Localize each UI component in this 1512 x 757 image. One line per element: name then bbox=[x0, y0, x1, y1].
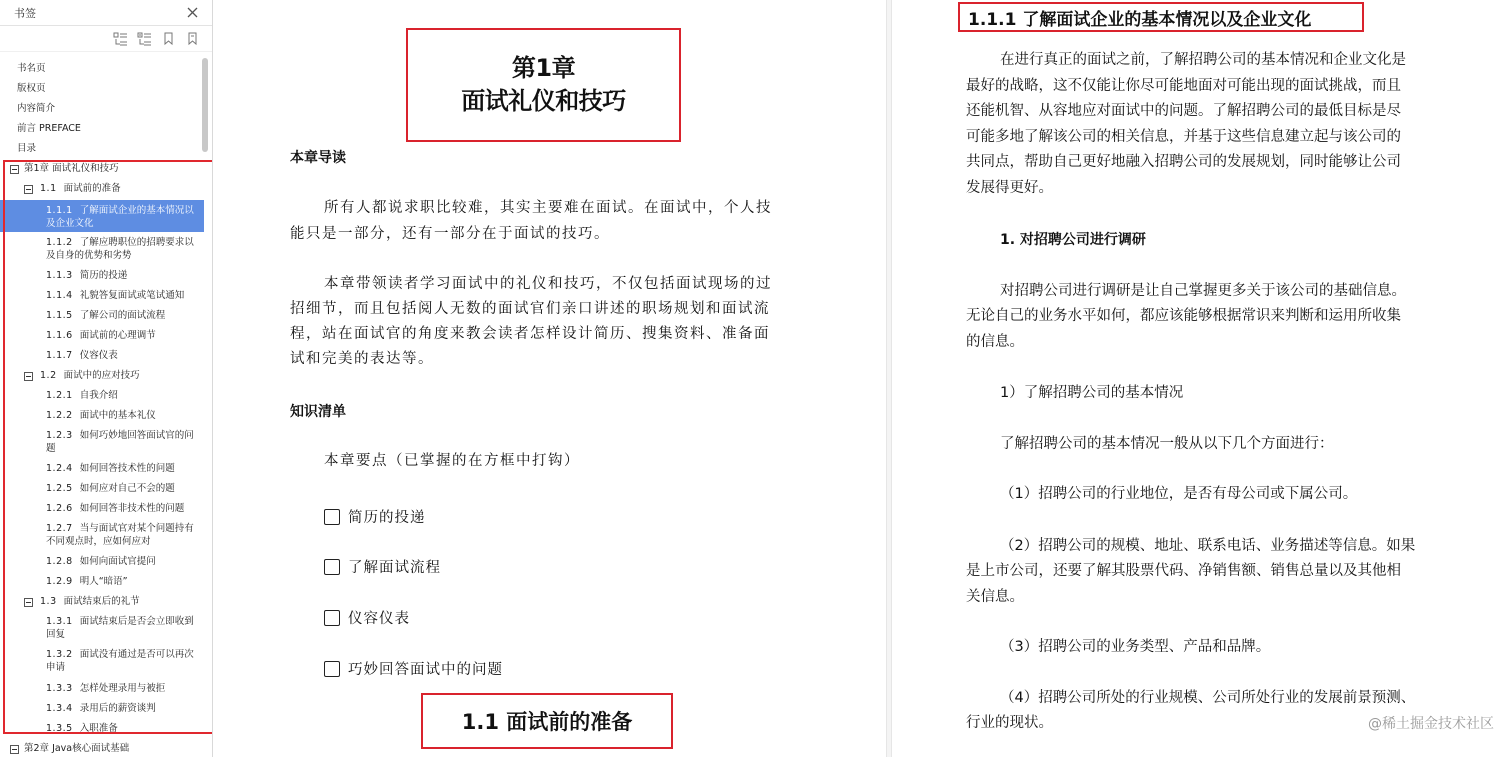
bookmark-item[interactable] bbox=[0, 349, 204, 362]
bookmark-item-1-2[interactable] bbox=[0, 369, 204, 382]
bookmark-item-1-3[interactable] bbox=[0, 595, 204, 608]
body-line: 了解招聘公司的基本情况一般从以下几个方面进行： bbox=[1000, 436, 1334, 452]
bookmark-item[interactable] bbox=[0, 122, 204, 135]
bookmark-item[interactable] bbox=[0, 409, 204, 422]
bookmark-item[interactable] bbox=[0, 329, 204, 342]
bookmark-item[interactable] bbox=[0, 502, 204, 515]
bookmark-label: 当与面试官对某个问题持有不同观点时，应如何应对 bbox=[46, 523, 194, 547]
guide-text: 程，站在面试官的角度来教会读者怎样设计简历、搜集资料、准备面 bbox=[290, 326, 770, 342]
list-item: （2）招聘公司的规模、地址、联系电话、业务描述等信息。如果 bbox=[1000, 538, 1416, 554]
bookmark-number: 1.2.8 bbox=[46, 556, 73, 567]
bookmark-item[interactable] bbox=[0, 289, 204, 302]
checklist-label: 巧妙回答面试中的问题 bbox=[348, 662, 503, 678]
bookmark-label: 仪容仪表 bbox=[79, 350, 118, 361]
bookmark-label: 礼貌答复面试或笔试通知 bbox=[79, 290, 185, 301]
list-item: （1）招聘公司的行业地位，是否有母公司或下属公司。 bbox=[1000, 486, 1358, 502]
body-line: 发展得更好。 bbox=[966, 180, 1053, 196]
bookmark-item[interactable] bbox=[0, 102, 204, 115]
bookmark-item-chapter1[interactable] bbox=[0, 162, 204, 175]
chapter-title: 面试礼仪和技巧 bbox=[461, 87, 626, 115]
checklist-label: 了解面试流程 bbox=[348, 560, 441, 576]
body-line: 的信息。 bbox=[966, 334, 1024, 350]
guide-text: 能只是一部分，还有一部分在于面试的技巧。 bbox=[290, 226, 610, 242]
bookmark-item[interactable] bbox=[0, 555, 204, 568]
add-bookmark-icon[interactable] bbox=[161, 31, 176, 46]
bookmark-number: 1.1 bbox=[40, 183, 57, 194]
bookmark-number: 1.2 bbox=[40, 370, 57, 381]
checkbox[interactable] bbox=[324, 559, 340, 575]
bookmark-item[interactable] bbox=[0, 482, 204, 495]
bookmark-number: 1.2.6 bbox=[46, 503, 73, 514]
bookmark-label: 第2章 Java核心面试基础 bbox=[24, 743, 130, 754]
checklist-item bbox=[324, 506, 426, 527]
bookmark-number: 1.1.6 bbox=[46, 330, 73, 341]
bookmark-item[interactable] bbox=[0, 702, 204, 715]
bookmark-label: 入职准备 bbox=[79, 723, 118, 734]
bookmark-label: 了解公司的面试流程 bbox=[79, 310, 166, 321]
body-line: 对招聘公司进行调研是让自己掌握更多关于该公司的基础信息。 bbox=[1000, 283, 1406, 299]
bookmark-item[interactable] bbox=[0, 235, 204, 263]
bookmark-label: 如何向面试官提问 bbox=[79, 556, 156, 567]
bookmark-label: 录用后的薪资谈判 bbox=[79, 703, 156, 714]
bookmark-number: 1.3.3 bbox=[46, 683, 73, 694]
section-heading-box bbox=[421, 693, 673, 749]
bookmark-label: 明人“暗语” bbox=[79, 576, 128, 587]
bookmark-number: 1.2.3 bbox=[46, 430, 73, 441]
subsection-heading: 1.1.1 了解面试企业的基本情况以及企业文化 bbox=[968, 9, 1312, 30]
bookmark-number: 1.2.4 bbox=[46, 463, 73, 474]
bookmark-item-1-1-1-selected[interactable] bbox=[0, 200, 204, 232]
guide-text: 试和完美的表达等。 bbox=[290, 351, 434, 367]
bookmark-number: 1.1.4 bbox=[46, 290, 73, 301]
checklist-item bbox=[324, 556, 441, 577]
bookmark-number: 1.2.2 bbox=[46, 410, 73, 421]
bookmark-item[interactable] bbox=[0, 682, 204, 695]
bookmark-item[interactable] bbox=[0, 309, 204, 322]
guide-text: 招细节，而且包括阅人无数的面试官们亲口讲述的职场规划和面试流 bbox=[290, 301, 770, 317]
body-line: 是上市公司，还要了解其股票代码、净销售额、销售总量以及其他相 bbox=[966, 563, 1401, 579]
bookmark-number: 1.2.7 bbox=[46, 523, 73, 534]
bookmark-number: 1.1.3 bbox=[46, 270, 73, 281]
chapter-title-box bbox=[406, 28, 681, 142]
bookmark-number: 1.2.9 bbox=[46, 576, 73, 587]
guide-text: 所有人都说求职比较难，其实主要难在面试。在面试中，个人技 bbox=[324, 200, 772, 216]
bookmark-panel bbox=[0, 0, 213, 757]
checklist-item bbox=[324, 607, 410, 628]
bookmark-item[interactable] bbox=[0, 462, 204, 475]
body-line: 无论自己的业务水平如何，都应该能够根据常识来判断和运用所收集 bbox=[966, 308, 1401, 324]
guide-heading: 本章导读 bbox=[290, 150, 346, 166]
bookmark-label: 面试前的准备 bbox=[63, 183, 121, 194]
bookmark-icon[interactable] bbox=[185, 31, 200, 46]
bookmark-item-chapter2[interactable] bbox=[0, 742, 204, 755]
bookmark-label: 版权页 bbox=[17, 83, 46, 94]
chapter-number: 第1章 bbox=[511, 54, 576, 82]
document-page-left bbox=[216, 0, 886, 757]
bookmark-number: 1.1.1 bbox=[46, 205, 73, 216]
bookmark-label: 简历的投递 bbox=[79, 270, 128, 281]
checkbox[interactable] bbox=[324, 661, 340, 677]
bookmark-item[interactable] bbox=[0, 389, 204, 402]
bookmark-item[interactable] bbox=[0, 62, 204, 75]
bookmark-label: 如何巧妙地回答面试官的问题 bbox=[46, 430, 194, 454]
bookmark-label: 面试前的心理调节 bbox=[79, 330, 156, 341]
body-line: 可能多地了解该公司的相关信息，并基于这些信息建立起与该公司的 bbox=[966, 129, 1401, 145]
checklist-label: 仪容仪表 bbox=[348, 611, 410, 627]
checklist-item bbox=[324, 658, 503, 679]
bookmark-label: 如何应对自己不会的题 bbox=[79, 483, 175, 494]
subsection-heading-box bbox=[958, 2, 1364, 32]
bookmark-label: 前言 PREFACE bbox=[17, 123, 81, 134]
bookmark-label: 了解面试企业的基本情况以及企业文化 bbox=[46, 205, 194, 229]
bookmark-panel-title: 书签 bbox=[14, 6, 36, 20]
bookmark-label: 内容简介 bbox=[17, 103, 56, 114]
body-line: 关信息。 bbox=[966, 589, 1024, 605]
body-line: 还能机智、从容地应对面试中的问题。了解招聘公司的最低目标是尽 bbox=[966, 103, 1401, 119]
bookmark-label: 自我介绍 bbox=[79, 390, 118, 401]
bookmark-item[interactable] bbox=[0, 428, 204, 456]
list-item: （4）招聘公司所处的行业规模、公司所处行业的发展前景预测、 bbox=[1000, 690, 1416, 706]
bookmark-number: 1.2.5 bbox=[46, 483, 73, 494]
body-line: 最好的战略，这不仅能让你尽可能地面对可能出现的面试挑战，而且 bbox=[966, 78, 1401, 94]
bookmark-panel-header bbox=[0, 0, 212, 26]
bookmark-number: 1.1.2 bbox=[46, 237, 73, 248]
bookmark-label: 了解应聘职位的招聘要求以及自身的优势和劣势 bbox=[46, 237, 194, 261]
bookmark-item[interactable] bbox=[0, 614, 204, 642]
bookmark-item[interactable] bbox=[0, 142, 204, 155]
body-line: 行业的现状。 bbox=[966, 715, 1053, 731]
expand-all-icon[interactable] bbox=[113, 31, 128, 46]
bookmark-item[interactable] bbox=[0, 82, 204, 95]
bookmark-item[interactable] bbox=[0, 521, 204, 549]
bookmark-number: 1.1.5 bbox=[46, 310, 73, 321]
bookmark-label: 面试结束后是否会立即收到回复 bbox=[46, 616, 194, 640]
document-page-right bbox=[892, 0, 1512, 757]
close-icon[interactable] bbox=[185, 5, 200, 20]
checkbox[interactable] bbox=[324, 610, 340, 626]
bookmark-item[interactable] bbox=[0, 722, 204, 735]
bookmark-number: 1.3.2 bbox=[46, 649, 73, 660]
bookmark-label: 如何回答技术性的问题 bbox=[79, 463, 175, 474]
bookmark-number: 1.3.5 bbox=[46, 723, 73, 734]
watermark: @稀土掘金技术社区 bbox=[1368, 716, 1494, 732]
checklist-label: 简历的投递 bbox=[348, 510, 426, 526]
bookmark-label: 第1章 面试礼仪和技巧 bbox=[24, 163, 119, 174]
bookmark-label: 目录 bbox=[17, 143, 37, 154]
guide-text: 本章带领读者学习面试中的礼仪和技巧，不仅包括面试现场的过 bbox=[324, 276, 772, 292]
bookmark-number: 1.2.1 bbox=[46, 390, 73, 401]
subheading: 1）了解招聘公司的基本情况 bbox=[1000, 385, 1184, 401]
bookmark-number: 1.3.1 bbox=[46, 616, 73, 627]
section-heading: 1.1 面试前的准备 bbox=[461, 710, 633, 734]
bookmark-label: 面试中的应对技巧 bbox=[63, 370, 140, 381]
bookmark-label: 怎样处理录用与被拒 bbox=[79, 683, 166, 694]
list-heading: 1. 对招聘公司进行调研 bbox=[1000, 232, 1146, 248]
bookmark-number: 1.3 bbox=[40, 596, 57, 607]
body-line: 在进行真正的面试之前，了解招聘公司的基本情况和企业文化是 bbox=[1000, 52, 1406, 68]
points-intro: 本章要点（已掌握的在方框中打钩） bbox=[324, 453, 580, 469]
bookmark-item[interactable] bbox=[0, 647, 204, 675]
list-item: （3）招聘公司的业务类型、产品和品牌。 bbox=[1000, 639, 1271, 655]
collapse-all-icon[interactable] bbox=[137, 31, 152, 46]
body-line: 共同点，帮助自己更好地融入招聘公司的发展规划，同时能够让公司 bbox=[966, 154, 1401, 170]
bookmark-item-1-1[interactable] bbox=[0, 182, 204, 195]
bookmark-label: 面试结束后的礼节 bbox=[63, 596, 140, 607]
bookmark-label: 如何回答非技术性的问题 bbox=[79, 503, 185, 514]
bookmark-label: 面试没有通过是否可以再次申请 bbox=[46, 649, 194, 673]
bookmark-item[interactable] bbox=[0, 269, 204, 282]
checkbox[interactable] bbox=[324, 509, 340, 525]
bookmark-toolbar bbox=[0, 26, 212, 52]
knowledge-heading: 知识清单 bbox=[290, 404, 346, 420]
bookmark-number: 1.3.4 bbox=[46, 703, 73, 714]
bookmark-label: 书名页 bbox=[17, 63, 46, 74]
bookmark-item[interactable] bbox=[0, 575, 204, 588]
bookmark-label: 面试中的基本礼仪 bbox=[79, 410, 156, 421]
bookmark-number: 1.1.7 bbox=[46, 350, 73, 361]
